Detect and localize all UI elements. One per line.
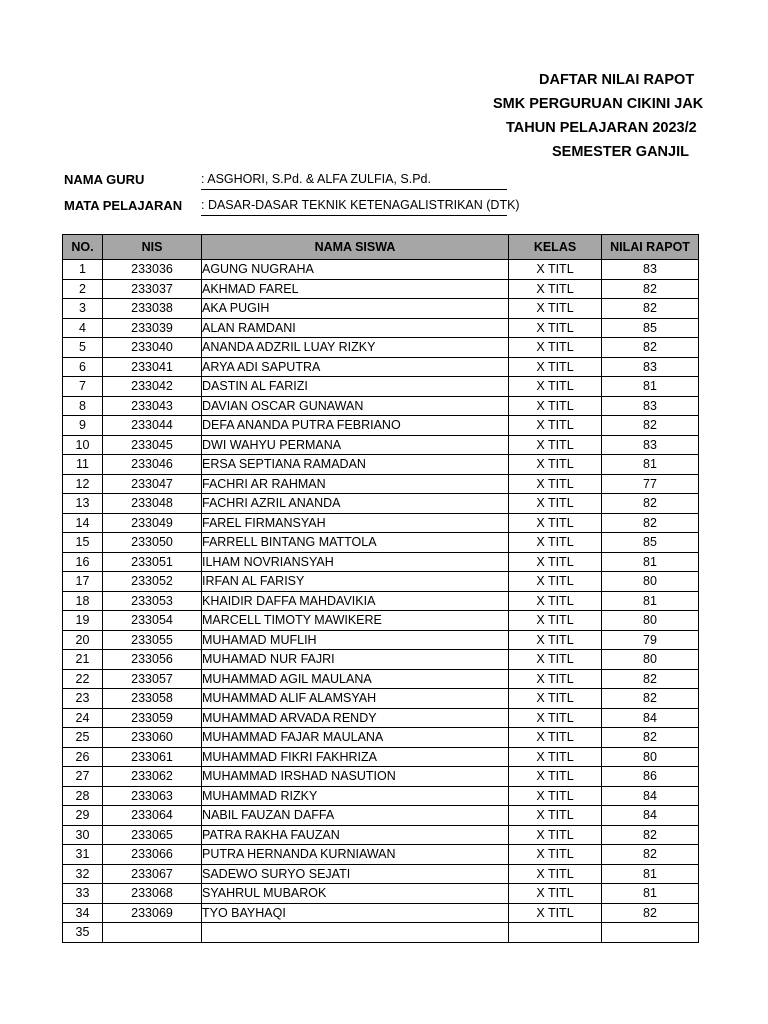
table-row [63, 747, 699, 767]
cell-name: DAVIAN OSCAR GUNAWAN [202, 396, 509, 416]
cell-no: 12 [63, 474, 103, 494]
cell-no: 24 [63, 708, 103, 728]
cell-no: 18 [63, 591, 103, 611]
cell-nis: 233048 [103, 494, 202, 514]
cell-no: 35 [63, 923, 103, 943]
cell-nis: 233037 [103, 279, 202, 299]
cell-name: DEFA ANANDA PUTRA FEBRIANO [202, 416, 509, 436]
table-row [63, 513, 699, 533]
cell-no: 1 [63, 260, 103, 280]
cell-name: MUHAMMAD AGIL MAULANA [202, 669, 509, 689]
cell-grade: 85 [602, 533, 699, 553]
cell-name: SADEWO SURYO SEJATI [202, 864, 509, 884]
table-row [63, 669, 699, 689]
cell-grade: 82 [602, 494, 699, 514]
cell-name: FACHRI AZRIL ANANDA [202, 494, 509, 514]
cell-no: 2 [63, 279, 103, 299]
subject-value: : DASAR-DASAR TEKNIK KETENAGALISTRIKAN (DTK) [201, 198, 507, 216]
cell-no: 6 [63, 357, 103, 377]
cell-no: 19 [63, 611, 103, 631]
cell-name: DASTIN AL FARIZI [202, 377, 509, 397]
cell-grade: 82 [602, 825, 699, 845]
cell-no: 14 [63, 513, 103, 533]
cell-grade: 80 [602, 572, 699, 592]
cell-class: X TITL [509, 494, 602, 514]
cell-no: 5 [63, 338, 103, 358]
cell-class: X TITL [509, 338, 602, 358]
table-row [63, 572, 699, 592]
cell-nis: 233036 [103, 260, 202, 280]
table-row [63, 494, 699, 514]
table-row [63, 903, 699, 923]
cell-class: X TITL [509, 884, 602, 904]
cell-class: X TITL [509, 845, 602, 865]
cell-name: FAREL FIRMANSYAH [202, 513, 509, 533]
table-row [63, 338, 699, 358]
cell-name: MUHAMMAD ARVADA RENDY [202, 708, 509, 728]
cell-nis: 233052 [103, 572, 202, 592]
cell-nis: 233042 [103, 377, 202, 397]
cell-nis: 233040 [103, 338, 202, 358]
table-row [63, 611, 699, 631]
cell-name: SYAHRUL MUBAROK [202, 884, 509, 904]
cell-no: 22 [63, 669, 103, 689]
semester: SEMESTER GANJIL [552, 144, 689, 160]
table-row [63, 474, 699, 494]
cell-grade: 82 [602, 728, 699, 748]
cell-nis: 233043 [103, 396, 202, 416]
cell-name: MUHAMMAD FAJAR MAULANA [202, 728, 509, 748]
cell-class: X TITL [509, 533, 602, 553]
cell-grade: 82 [602, 279, 699, 299]
cell-name: MUHAMMAD ALIF ALAMSYAH [202, 689, 509, 709]
cell-grade: 80 [602, 611, 699, 631]
cell-nis: 233056 [103, 650, 202, 670]
cell-name: MUHAMMAD IRSHAD NASUTION [202, 767, 509, 787]
cell-no: 9 [63, 416, 103, 436]
cell-grade: 77 [602, 474, 699, 494]
cell-no: 16 [63, 552, 103, 572]
cell-grade: 82 [602, 689, 699, 709]
cell-nis: 233068 [103, 884, 202, 904]
cell-nis: 233047 [103, 474, 202, 494]
cell-no: 34 [63, 903, 103, 923]
cell-class: X TITL [509, 572, 602, 592]
report-title: DAFTAR NILAI RAPOT [539, 72, 695, 88]
cell-class: X TITL [509, 299, 602, 319]
cell-no: 25 [63, 728, 103, 748]
cell-nis: 233062 [103, 767, 202, 787]
cell-class: X TITL [509, 689, 602, 709]
cell-grade: 84 [602, 708, 699, 728]
cell-grade: 82 [602, 903, 699, 923]
cell-grade: 80 [602, 650, 699, 670]
cell-no: 4 [63, 318, 103, 338]
cell-class: X TITL [509, 396, 602, 416]
cell-name: AKHMAD FAREL [202, 279, 509, 299]
table-row [63, 767, 699, 787]
column-header-nis: NIS [103, 235, 202, 260]
cell-name: MUHAMMAD RIZKY [202, 786, 509, 806]
cell-name: ARYA ADI SAPUTRA [202, 357, 509, 377]
cell-grade: 83 [602, 357, 699, 377]
cell-no: 11 [63, 455, 103, 475]
cell-no: 10 [63, 435, 103, 455]
cell-no: 26 [63, 747, 103, 767]
cell-no: 15 [63, 533, 103, 553]
cell-name: TYO BAYHAQI [202, 903, 509, 923]
cell-grade: 82 [602, 845, 699, 865]
table-row [63, 884, 699, 904]
cell-nis: 233038 [103, 299, 202, 319]
table-row [63, 318, 699, 338]
cell-nis: 233054 [103, 611, 202, 631]
table-row [63, 845, 699, 865]
cell-nis: 233039 [103, 318, 202, 338]
cell-class: X TITL [509, 650, 602, 670]
table-header-row [63, 235, 699, 260]
cell-class: X TITL [509, 552, 602, 572]
cell-name: MUHAMAD NUR FAJRI [202, 650, 509, 670]
cell-grade: 82 [602, 338, 699, 358]
cell-class: X TITL [509, 767, 602, 787]
cell-nis: 233065 [103, 825, 202, 845]
cell-no: 31 [63, 845, 103, 865]
cell-grade: 80 [602, 747, 699, 767]
cell-grade [602, 923, 699, 943]
cell-name [202, 923, 509, 943]
table-row [63, 279, 699, 299]
table-row [63, 455, 699, 475]
cell-class: X TITL [509, 474, 602, 494]
grades-table [62, 234, 699, 943]
cell-grade: 81 [602, 591, 699, 611]
cell-class: X TITL [509, 903, 602, 923]
cell-nis: 233067 [103, 864, 202, 884]
cell-name: AKA PUGIH [202, 299, 509, 319]
cell-grade: 81 [602, 377, 699, 397]
cell-nis: 233053 [103, 591, 202, 611]
table-row [63, 630, 699, 650]
cell-nis: 233069 [103, 903, 202, 923]
cell-grade: 86 [602, 767, 699, 787]
table-row [63, 708, 699, 728]
cell-no: 8 [63, 396, 103, 416]
cell-nis: 233050 [103, 533, 202, 553]
table-row [63, 377, 699, 397]
cell-class: X TITL [509, 260, 602, 280]
column-header-no: NO. [63, 235, 103, 260]
cell-name: KHAIDIR DAFFA MAHDAVIKIA [202, 591, 509, 611]
cell-nis: 233060 [103, 728, 202, 748]
cell-no: 13 [63, 494, 103, 514]
cell-nis: 233045 [103, 435, 202, 455]
cell-name: IRFAN AL FARISY [202, 572, 509, 592]
table-row [63, 435, 699, 455]
cell-nis [103, 923, 202, 943]
cell-grade: 82 [602, 299, 699, 319]
teacher-value: : ASGHORI, S.Pd. & ALFA ZULFIA, S.Pd. [201, 172, 507, 190]
cell-class: X TITL [509, 435, 602, 455]
cell-nis: 233055 [103, 630, 202, 650]
table-row [63, 396, 699, 416]
cell-name: PATRA RAKHA FAUZAN [202, 825, 509, 845]
table-row [63, 864, 699, 884]
cell-nis: 233059 [103, 708, 202, 728]
cell-class: X TITL [509, 611, 602, 631]
cell-class: X TITL [509, 630, 602, 650]
table-row [63, 689, 699, 709]
cell-grade: 83 [602, 260, 699, 280]
table-row [63, 728, 699, 748]
cell-grade: 81 [602, 864, 699, 884]
cell-name: NABIL FAUZAN DAFFA [202, 806, 509, 826]
cell-class: X TITL [509, 825, 602, 845]
cell-name: ANANDA ADZRIL LUAY RIZKY [202, 338, 509, 358]
cell-class: X TITL [509, 864, 602, 884]
cell-grade: 84 [602, 786, 699, 806]
cell-name: FARRELL BINTANG MATTOLA [202, 533, 509, 553]
cell-grade: 83 [602, 435, 699, 455]
cell-grade: 81 [602, 884, 699, 904]
table-row [63, 260, 699, 280]
table-row [63, 923, 699, 943]
cell-class: X TITL [509, 669, 602, 689]
cell-name: DWI WAHYU PERMANA [202, 435, 509, 455]
cell-class [509, 923, 602, 943]
cell-name: PUTRA HERNANDA KURNIAWAN [202, 845, 509, 865]
cell-no: 17 [63, 572, 103, 592]
teacher-label: NAMA GURU [64, 172, 145, 187]
cell-nis: 233041 [103, 357, 202, 377]
cell-class: X TITL [509, 806, 602, 826]
cell-no: 28 [63, 786, 103, 806]
cell-grade: 81 [602, 552, 699, 572]
cell-grade: 83 [602, 396, 699, 416]
cell-grade: 82 [602, 669, 699, 689]
cell-nis: 233061 [103, 747, 202, 767]
cell-nis: 233058 [103, 689, 202, 709]
table-body [63, 260, 699, 943]
cell-nis: 233064 [103, 806, 202, 826]
cell-no: 7 [63, 377, 103, 397]
subject-label: MATA PELAJARAN [64, 198, 183, 213]
cell-class: X TITL [509, 357, 602, 377]
cell-name: ALAN RAMDANI [202, 318, 509, 338]
cell-no: 21 [63, 650, 103, 670]
cell-name: ILHAM NOVRIANSYAH [202, 552, 509, 572]
column-header-grade: NILAI RAPOT [602, 235, 699, 260]
cell-nis: 233044 [103, 416, 202, 436]
cell-grade: 81 [602, 455, 699, 475]
cell-nis: 233049 [103, 513, 202, 533]
cell-no: 29 [63, 806, 103, 826]
column-header-name: NAMA SISWA [202, 235, 509, 260]
cell-class: X TITL [509, 708, 602, 728]
cell-class: X TITL [509, 455, 602, 475]
table-row [63, 416, 699, 436]
cell-class: X TITL [509, 318, 602, 338]
cell-name: MARCELL TIMOTY MAWIKERE [202, 611, 509, 631]
table-row [63, 552, 699, 572]
cell-class: X TITL [509, 786, 602, 806]
cell-no: 33 [63, 884, 103, 904]
cell-nis: 233063 [103, 786, 202, 806]
cell-no: 23 [63, 689, 103, 709]
table-row [63, 825, 699, 845]
cell-class: X TITL [509, 747, 602, 767]
cell-grade: 84 [602, 806, 699, 826]
cell-class: X TITL [509, 513, 602, 533]
cell-nis: 233046 [103, 455, 202, 475]
cell-class: X TITL [509, 416, 602, 436]
table-row [63, 806, 699, 826]
cell-name: FACHRI AR RAHMAN [202, 474, 509, 494]
cell-class: X TITL [509, 279, 602, 299]
cell-class: X TITL [509, 591, 602, 611]
cell-name: AGUNG NUGRAHA [202, 260, 509, 280]
column-header-class: KELAS [509, 235, 602, 260]
cell-grade: 82 [602, 416, 699, 436]
cell-grade: 79 [602, 630, 699, 650]
table-row [63, 650, 699, 670]
cell-grade: 82 [602, 513, 699, 533]
cell-nis: 233057 [103, 669, 202, 689]
cell-no: 3 [63, 299, 103, 319]
table-row [63, 786, 699, 806]
cell-class: X TITL [509, 377, 602, 397]
cell-nis: 233051 [103, 552, 202, 572]
table-row [63, 591, 699, 611]
table-row [63, 533, 699, 553]
cell-name: MUHAMAD MUFLIH [202, 630, 509, 650]
cell-name: ERSA SEPTIANA RAMADAN [202, 455, 509, 475]
cell-name: MUHAMMAD FIKRI FAKHRIZA [202, 747, 509, 767]
cell-no: 20 [63, 630, 103, 650]
cell-no: 30 [63, 825, 103, 845]
cell-class: X TITL [509, 728, 602, 748]
cell-no: 27 [63, 767, 103, 787]
school-name: SMK PERGURUAN CIKINI JAK [493, 96, 704, 112]
table-row [63, 299, 699, 319]
cell-grade: 85 [602, 318, 699, 338]
academic-year: TAHUN PELAJARAN 2023/2 [506, 120, 697, 136]
cell-nis: 233066 [103, 845, 202, 865]
table-row [63, 357, 699, 377]
cell-no: 32 [63, 864, 103, 884]
